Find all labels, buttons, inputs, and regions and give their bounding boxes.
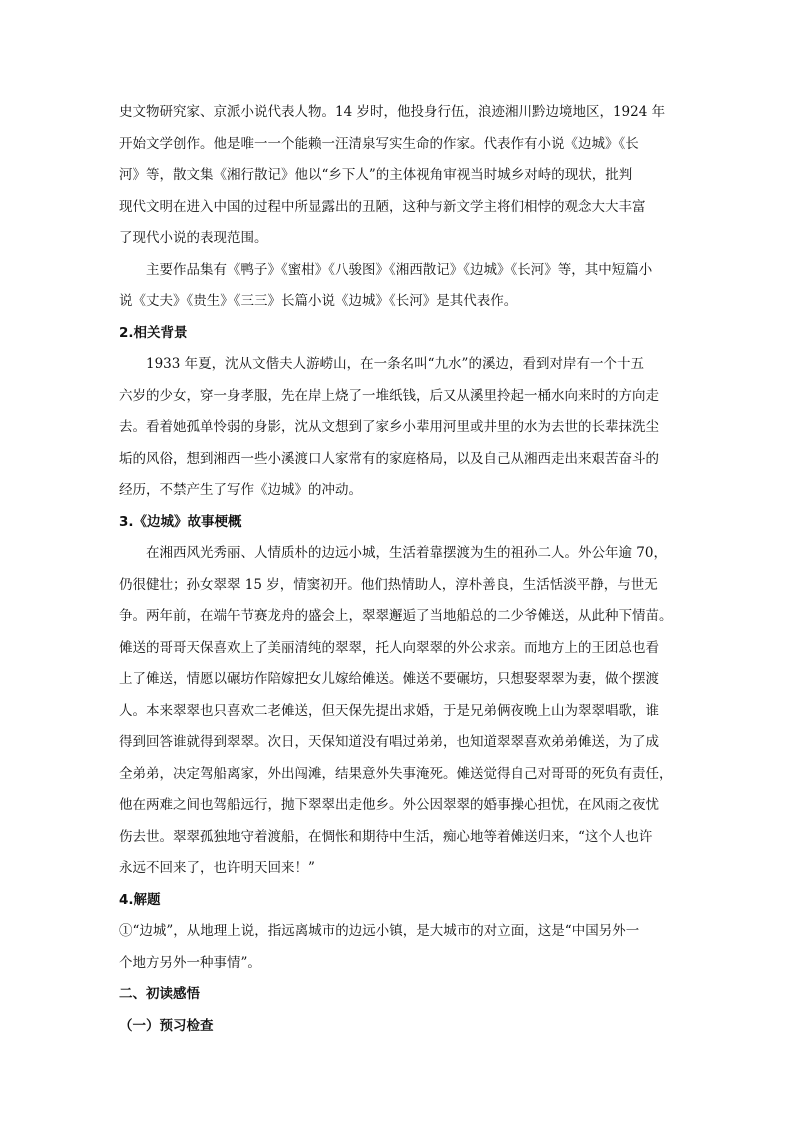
text-line: 得到回答谁就得到翠翠。次日，天保知道没有唱过弟弟，也知道翠翠喜欢弟弟傩送，为了成 bbox=[119, 734, 659, 750]
text-line: 争。两年前，在端午节赛龙舟的盛会上，翠翠邂逅了当地船总的二少爷傩送，从此种下情苗。 bbox=[119, 608, 673, 624]
text-line: 河》等，散文集《湘行散记》他以“乡下人”的主体视角审视当时城乡对峙的现状，批判 bbox=[119, 167, 633, 183]
text-line: 主要作品集有《鸭子》《蜜柑》《八骏图》《湘西散记》《边城》《长河》等，其中短篇小 bbox=[146, 261, 653, 278]
subsection-heading-preview-check: （一）预习检查 bbox=[119, 1017, 214, 1034]
text-line: 伤去世。翠翠孤独地守着渡船，在惆怅和期待中生活，痴心地等着傩送归来，“这个人也许 bbox=[119, 828, 653, 845]
section-heading-story: 3.《边城》故事梗概 bbox=[119, 513, 242, 530]
text-line: 了现代小说的表现范围。 bbox=[119, 230, 268, 246]
text-line: 垢的风俗，想到湘西一些小溪渡口人家常有的家庭格局，以及自己从湘西走出来艰苦奋斗的 bbox=[119, 450, 659, 467]
background-paragraph bbox=[119, 349, 679, 507]
text-line: 六岁的少女，穿一身孝服，先在岸上烧了一堆纸钱，后又从溪里拎起一桶水向来时的方向走 bbox=[119, 387, 659, 404]
text-line: 经历，不禁产生了写作《边城》的冲动。 bbox=[119, 482, 362, 498]
text-line: 上了傩送，情愿以碾坊作陪嫁把女儿嫁给傩送。傩送不要碾坊，只想娶翠翠为妻，做个摆渡 bbox=[119, 671, 659, 687]
text-line: 个地方另外一种事情”。 bbox=[119, 954, 261, 971]
section-heading-title-note: 4.解题 bbox=[119, 891, 161, 908]
story-paragraph bbox=[119, 538, 679, 885]
text-line: 现代文明在进入中国的过程中所显露出的丑陋，这种与新文学主将们相悖的观念大大丰富 bbox=[119, 198, 646, 215]
title-note-paragraph bbox=[119, 916, 679, 979]
text-line: 史文物研究家、京派小说代表人物。14 岁时，他投身行伍，浪迹湘川黔边境地区，1924 年 bbox=[119, 104, 666, 120]
text-line: 仍很健壮；孙女翠翠 15 岁，情窦初开。他们热情助人，淳朴善良，生活恬淡平静，与世无 bbox=[119, 576, 658, 593]
text-line: 永远不回来了，也许明天回来！” bbox=[119, 860, 315, 876]
text-line: 人。本来翠翠也只喜欢二老傩送，但天保先提出求婚，于是兄弟俩夜晚上山为翠翠唱歌，谁 bbox=[119, 702, 659, 719]
section-heading-background: 2.相关背景 bbox=[119, 324, 188, 341]
text-line: ①“边城”，从地理上说，指远离城市的边远小镇，是大城市的对立面，这是“中国另外一 bbox=[119, 923, 640, 939]
document-body bbox=[119, 97, 679, 1042]
text-line: 全弟弟，决定驾船离家，外出闯滩，结果意外失事淹死。傩送觉得自己对哥哥的死负有责任， bbox=[119, 765, 673, 782]
text-line: 他在两难之间也驾船远行，抛下翠翠出走他乡。外公因翠翠的婚事操心担忧，在风雨之夜忧 bbox=[119, 797, 659, 813]
major-works-paragraph bbox=[119, 255, 679, 318]
text-line: 傩送的哥哥天保喜欢上了美丽清纯的翠翠，托人向翠翠的外公求亲。而地方上的王团总也看 bbox=[119, 639, 659, 656]
author-intro-paragraph bbox=[119, 97, 679, 255]
text-line: 说《丈夫》《贵生》《三三》长篇小说《边城》《长河》是其代表作。 bbox=[119, 293, 518, 309]
section-heading-first-reading: 二、初读感悟 bbox=[119, 986, 200, 1002]
text-line: 开始文学创作。他是唯一一个能赖一汪清泉写实生命的作家。代表作有小说《边城》《长 bbox=[119, 135, 639, 152]
text-line: 在湘西风光秀丽、人情质朴的边远小城，生活着靠摆渡为生的祖孙二人。外公年逾 70， bbox=[146, 545, 667, 561]
text-line: 1933 年夏，沈从文偕夫人游崂山，在一条名叫“九水”的溪边，看到对岸有一个十五 bbox=[146, 356, 644, 372]
text-line: 去。看着她孤单怜弱的身影，沈从文想到了家乡小辈用河里或井里的水为去世的长辈抹洗尘 bbox=[119, 419, 659, 435]
